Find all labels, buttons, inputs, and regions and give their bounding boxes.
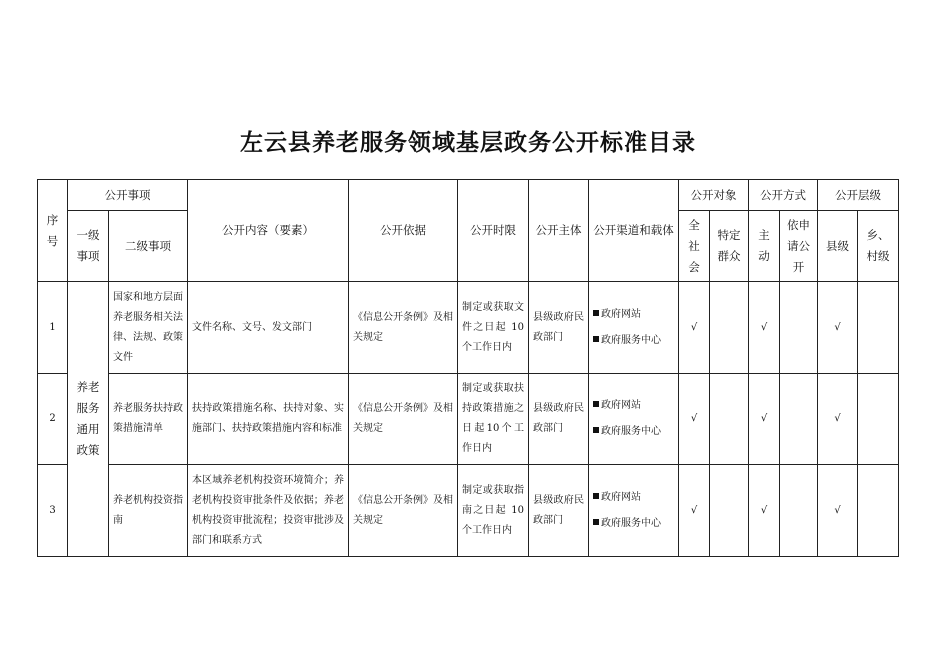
row-basis: 《信息公开条例》及相关规定 xyxy=(349,282,458,374)
row-method-request xyxy=(780,465,818,557)
channel-item: 政府网站 xyxy=(593,305,674,325)
black-square-icon xyxy=(593,519,599,525)
table-row xyxy=(38,374,899,465)
row-method-active: √ xyxy=(749,374,780,465)
row-seq: 3 xyxy=(38,465,68,557)
row-basis: 《信息公开条例》及相关规定 xyxy=(349,374,458,465)
row-channels xyxy=(589,282,679,374)
row-time-limit: 制定或获取文件之日起 10 个工作日内 xyxy=(458,282,529,374)
row-time-limit: 制定或获取扶持政策措施之日起10个工作日内 xyxy=(458,374,529,465)
black-square-icon xyxy=(593,336,599,342)
channel-item: 政府服务中心 xyxy=(593,331,674,351)
header-level2: 二级事项 xyxy=(109,211,188,282)
row-subject: 县级政府民政部门 xyxy=(529,282,589,374)
header-row-1 xyxy=(38,180,899,211)
row-channels xyxy=(589,465,679,557)
header-tier: 公开层级 xyxy=(818,180,899,211)
header-content: 公开内容（要素） xyxy=(188,180,349,282)
row-time-limit: 制定或获取指南之日起 10 个工作日内 xyxy=(458,465,529,557)
row-subject: 县级政府民政部门 xyxy=(529,465,589,557)
row-seq: 1 xyxy=(38,282,68,374)
row-method-request xyxy=(780,282,818,374)
black-square-icon xyxy=(593,310,599,316)
black-square-icon xyxy=(593,401,599,407)
row-seq: 2 xyxy=(38,374,68,465)
row-content: 文件名称、文号、发文部门 xyxy=(188,282,349,374)
header-audience-specific: 特定群众 xyxy=(710,211,749,282)
channel-item: 政府网站 xyxy=(593,396,674,416)
header-level1: 一级事项 xyxy=(68,211,109,282)
header-method: 公开方式 xyxy=(749,180,818,211)
row-tier-town xyxy=(858,282,899,374)
header-channel: 公开渠道和载体 xyxy=(589,180,679,282)
row-tier-town xyxy=(858,465,899,557)
row-channels xyxy=(589,374,679,465)
row-tier-town xyxy=(858,374,899,465)
row-basis: 《信息公开条例》及相关规定 xyxy=(349,465,458,557)
row-method-active: √ xyxy=(749,465,780,557)
row-level2: 国家和地方层面养老服务相关法律、法规、政策文件 xyxy=(109,282,188,374)
header-tier-county: 县级 xyxy=(818,211,858,282)
header-method-request: 依申请公开 xyxy=(780,211,818,282)
header-method-active: 主动 xyxy=(749,211,780,282)
row-subject: 县级政府民政部门 xyxy=(529,374,589,465)
header-seq: 序号 xyxy=(38,180,68,282)
header-tier-town: 乡、村级 xyxy=(858,211,899,282)
header-matter: 公开事项 xyxy=(68,180,188,211)
header-audience-all: 全社会 xyxy=(679,211,710,282)
channel-item: 政府服务中心 xyxy=(593,514,674,534)
level1-item: 养老服务通用政策 xyxy=(68,282,109,557)
table-row xyxy=(38,465,899,557)
channel-item: 政府服务中心 xyxy=(593,422,674,442)
row-audience-all: √ xyxy=(679,374,710,465)
row-tier-county: √ xyxy=(818,282,858,374)
row-tier-county: √ xyxy=(818,465,858,557)
black-square-icon xyxy=(593,427,599,433)
row-method-request xyxy=(780,374,818,465)
row-audience-all: √ xyxy=(679,282,710,374)
row-audience-specific xyxy=(710,374,749,465)
row-audience-specific xyxy=(710,282,749,374)
channel-item: 政府网站 xyxy=(593,488,674,508)
header-time-limit: 公开时限 xyxy=(458,180,529,282)
document-title: 左云县养老服务领域基层政务公开标准目录 xyxy=(240,129,696,156)
row-content: 本区域养老机构投资环境简介；养老机构投资审批条件及依据；养老机构投资审批流程；投资审批涉及部门和联系方式 xyxy=(188,465,349,557)
row-level2: 养老机构投资指南 xyxy=(109,465,188,557)
black-square-icon xyxy=(593,493,599,499)
header-audience: 公开对象 xyxy=(679,180,749,211)
header-basis: 公开依据 xyxy=(349,180,458,282)
catalog-table xyxy=(37,179,899,557)
row-level2: 养老服务扶持政策措施清单 xyxy=(109,374,188,465)
row-content: 扶持政策措施名称、扶持对象、实施部门、扶持政策措施内容和标准 xyxy=(188,374,349,465)
row-audience-specific xyxy=(710,465,749,557)
row-audience-all: √ xyxy=(679,465,710,557)
row-tier-county: √ xyxy=(818,374,858,465)
row-method-active: √ xyxy=(749,282,780,374)
header-subject: 公开主体 xyxy=(529,180,589,282)
table-row xyxy=(38,282,899,374)
